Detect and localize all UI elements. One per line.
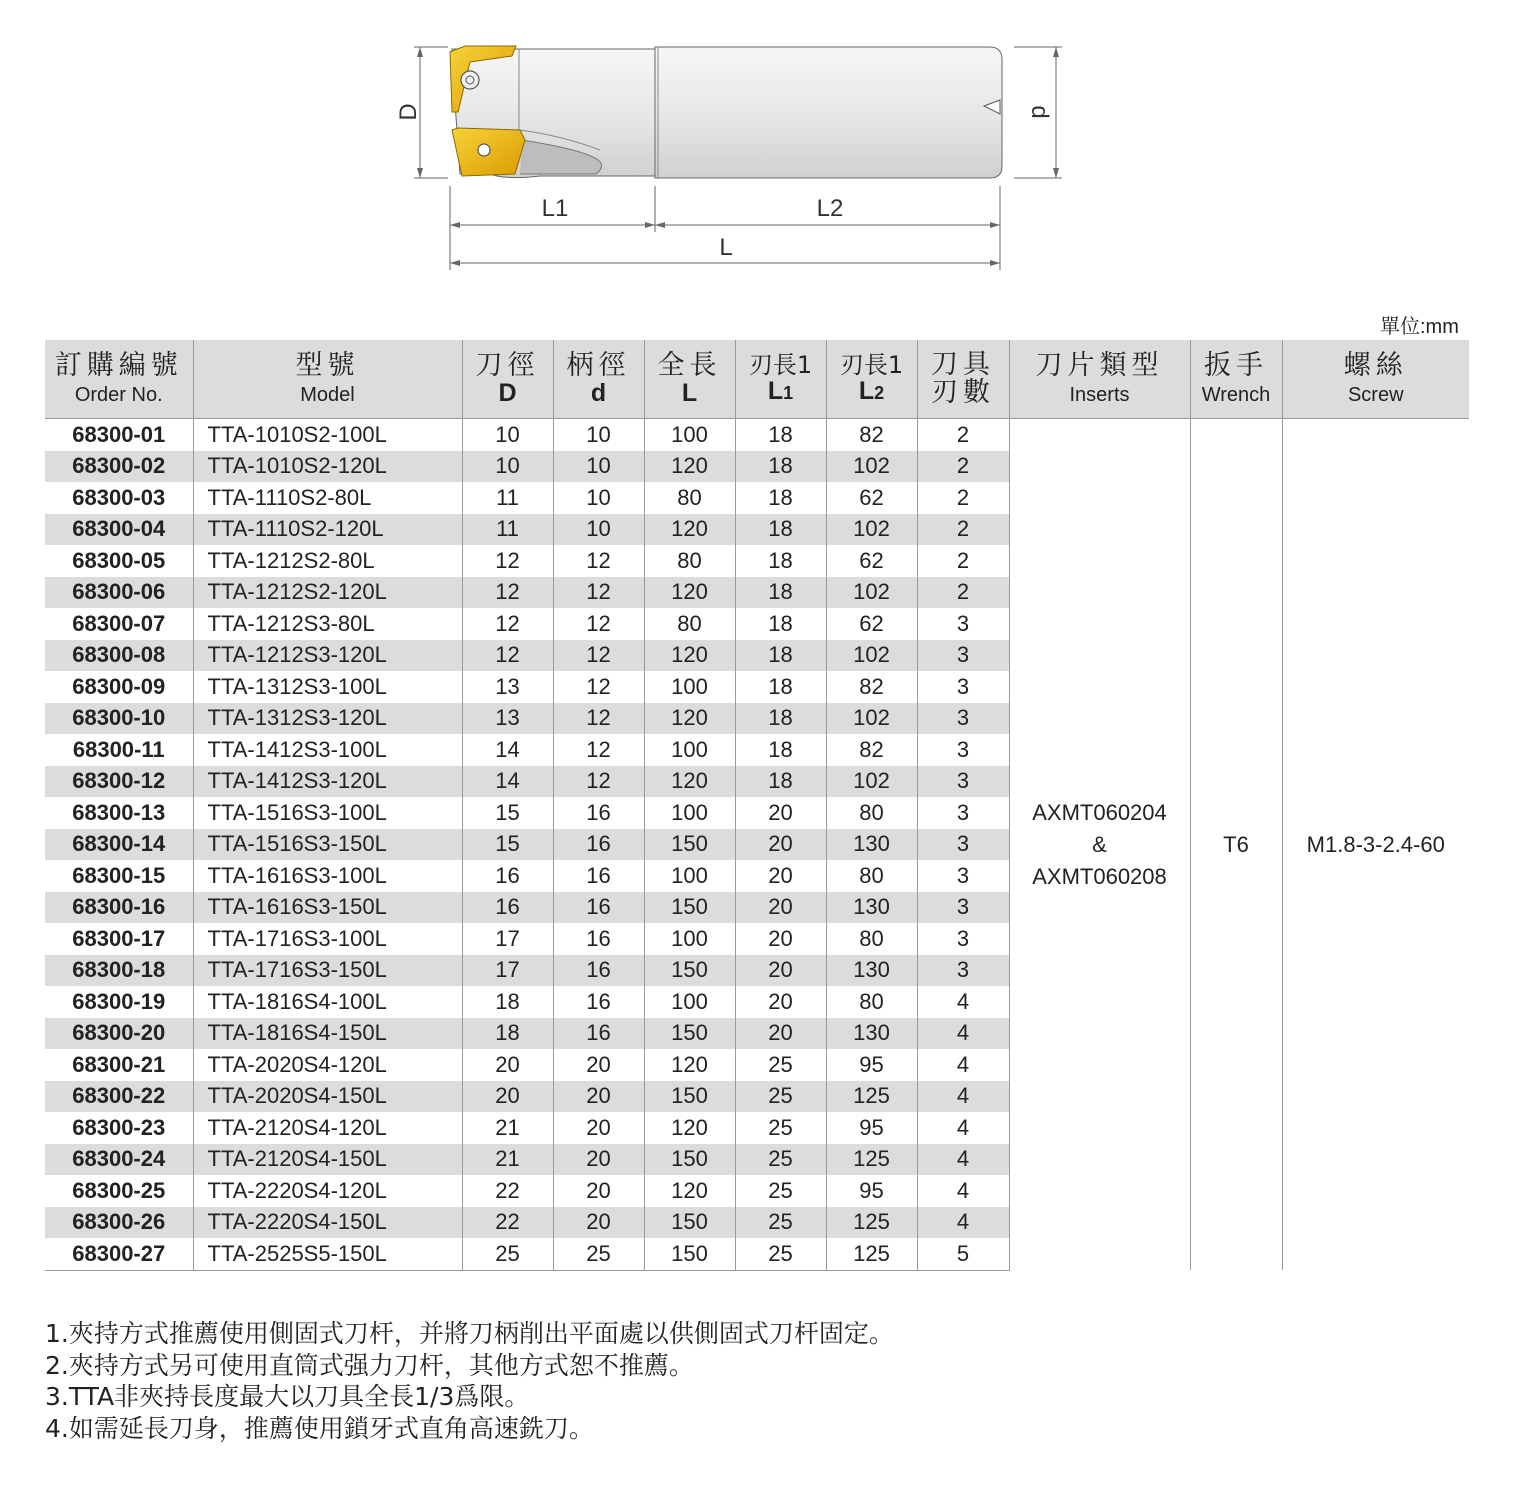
shank <box>655 47 1002 178</box>
cell-length-l2: 102 <box>826 451 917 483</box>
cell-cutting-dia: 12 <box>462 545 553 577</box>
cell-shank-dia: 12 <box>553 608 644 640</box>
cell-length-l2: 130 <box>826 955 917 987</box>
cell-flutes: 2 <box>917 514 1009 546</box>
cell-order-no: 68300-09 <box>72 673 166 699</box>
cell-cutting-dia: 13 <box>462 703 553 735</box>
cell-order-no: 68300-03 <box>72 484 166 510</box>
cell-overall-length: 150 <box>644 1144 735 1176</box>
cell-length-l2: 62 <box>826 545 917 577</box>
cell-cut-length-l1: 20 <box>735 923 826 955</box>
cell-overall-length: 100 <box>644 923 735 955</box>
cell-length-l2: 62 <box>826 482 917 514</box>
cell-flutes: 3 <box>917 829 1009 861</box>
dim-L1-label: L1 <box>541 195 569 222</box>
header-screw: 螺絲 Screw <box>1282 340 1469 419</box>
cell-length-l2: 130 <box>826 892 917 924</box>
cell-inserts <box>1009 419 1190 1271</box>
cell-cutting-dia: 18 <box>462 986 553 1018</box>
cell-length-l2: 62 <box>826 608 917 640</box>
header-L: 全長 L <box>644 340 735 419</box>
cell-cut-length-l1: 25 <box>735 1081 826 1113</box>
cell-overall-length: 100 <box>644 419 735 451</box>
cell-order-no: 68300-24 <box>45 1144 193 1176</box>
cell-model: TTA-1010S2-120L <box>193 451 462 483</box>
cell-flutes: 4 <box>917 1112 1009 1144</box>
cell-order-no: 68300-04 <box>45 514 193 546</box>
cell-shank-dia: 20 <box>553 1081 644 1113</box>
cell-order-no: 68300-10 <box>45 703 193 735</box>
cell-overall-length: 150 <box>644 1018 735 1050</box>
cell-model: TTA-1716S3-150L <box>193 955 462 987</box>
cell-model: TTA-1716S3-100L <box>193 923 462 955</box>
cell-overall-length: 80 <box>644 608 735 640</box>
cell-cutting-dia: 16 <box>462 860 553 892</box>
cell-shank-dia: 16 <box>553 797 644 829</box>
cell-flutes: 4 <box>917 1081 1009 1113</box>
header-wrench: 扳手 Wrench <box>1190 340 1282 419</box>
cell-flutes: 3 <box>917 671 1009 703</box>
cell-model: TTA-2020S4-150L <box>193 1081 462 1113</box>
cell-overall-length: 150 <box>644 1238 735 1270</box>
cell-shank-dia: 16 <box>553 1018 644 1050</box>
cell-shank-dia: 10 <box>553 514 644 546</box>
cell-order-no: 68300-17 <box>72 925 166 951</box>
cell-order-no: 68300-26 <box>45 1207 193 1239</box>
cell-overall-length: 100 <box>644 671 735 703</box>
cell-overall-length: 100 <box>644 986 735 1018</box>
cell-length-l2: 95 <box>826 1049 917 1081</box>
cell-shank-dia: 12 <box>553 766 644 798</box>
cell-cutting-dia: 11 <box>462 482 553 514</box>
cell-shank-dia: 12 <box>553 640 644 672</box>
cell-model: TTA-1110S2-120L <box>193 514 462 546</box>
note-1: 1.夾持方式推薦使用側固式刀杆，并將刀柄削出平面處以供側固式刀杆固定。 <box>45 1319 894 1348</box>
cell-order-no: 68300-01 <box>72 421 166 447</box>
cell-order-no: 68300-21 <box>72 1051 166 1077</box>
header-order-no: 訂購編號 Order No. <box>45 340 193 419</box>
screw-icon-bottom <box>478 144 490 156</box>
cell-shank-dia: 20 <box>553 1049 644 1081</box>
cell-length-l2: 125 <box>826 1081 917 1113</box>
cell-model: TTA-1616S3-100L <box>193 860 462 892</box>
cell-cut-length-l1: 18 <box>735 640 826 672</box>
cell-model: TTA-2220S4-120L <box>193 1175 462 1207</box>
end-mill-drawing <box>0 0 1522 300</box>
cell-model: TTA-1212S2-80L <box>193 545 462 577</box>
cell-cut-length-l1: 18 <box>735 482 826 514</box>
cell-cutting-dia: 10 <box>462 451 553 483</box>
dim-L2-label: L2 <box>816 195 844 222</box>
cell-flutes: 2 <box>917 545 1009 577</box>
cell-overall-length: 150 <box>644 1207 735 1239</box>
cell-cutting-dia: 20 <box>462 1049 553 1081</box>
cell-cut-length-l1: 18 <box>735 766 826 798</box>
cell-cut-length-l1: 18 <box>735 671 826 703</box>
cell-overall-length: 150 <box>644 892 735 924</box>
cell-length-l2: 80 <box>826 797 917 829</box>
cell-flutes: 3 <box>917 955 1009 987</box>
cell-model: TTA-1412S3-120L <box>193 766 462 798</box>
cell-flutes: 3 <box>917 923 1009 955</box>
cell-overall-length: 120 <box>644 1112 735 1144</box>
cell-cut-length-l1: 20 <box>735 892 826 924</box>
cell-shank-dia: 12 <box>553 671 644 703</box>
table-header <box>45 340 1469 419</box>
cell-cutting-dia: 14 <box>462 734 553 766</box>
cell-flutes: 2 <box>917 577 1009 609</box>
cell-cutting-dia: 12 <box>462 608 553 640</box>
header-model: 型號 Model <box>193 340 462 419</box>
cell-model: TTA-1312S3-120L <box>193 703 462 735</box>
cell-cutting-dia: 21 <box>462 1144 553 1176</box>
cell-overall-length: 100 <box>644 860 735 892</box>
cell-cutting-dia: 18 <box>462 1018 553 1050</box>
cell-cut-length-l1: 25 <box>735 1238 826 1270</box>
cell-order-no: 68300-14 <box>45 829 193 861</box>
cell-order-no: 68300-18 <box>45 955 193 987</box>
cell-overall-length: 80 <box>644 545 735 577</box>
cell-order-no: 68300-20 <box>45 1018 193 1050</box>
cell-cut-length-l1: 18 <box>735 419 826 451</box>
cell-order-no: 68300-11 <box>72 736 165 762</box>
cell-shank-dia: 16 <box>553 923 644 955</box>
header-flutes: 刀具 刃數 <box>917 340 1009 419</box>
cell-cutting-dia: 22 <box>462 1207 553 1239</box>
dim-L-label: L <box>719 234 733 261</box>
cell-overall-length: 120 <box>644 577 735 609</box>
insert-line1: AXMT060204 <box>1032 799 1167 825</box>
cell-cutting-dia: 17 <box>462 923 553 955</box>
unit-label: 單位:mm <box>1380 316 1459 338</box>
cell-cutting-dia: 15 <box>462 797 553 829</box>
cell-cutting-dia: 14 <box>462 766 553 798</box>
cell-overall-length: 120 <box>644 640 735 672</box>
cell-shank-dia: 12 <box>553 734 644 766</box>
cell-model: TTA-2120S4-120L <box>193 1112 462 1144</box>
cell-order-no: 68300-12 <box>45 766 193 798</box>
cell-shank-dia: 20 <box>553 1144 644 1176</box>
cell-order-no: 68300-05 <box>72 547 166 573</box>
cell-order-no: 68300-02 <box>45 451 193 483</box>
cell-length-l2: 80 <box>826 986 917 1018</box>
insert-line3: AXMT060208 <box>1032 863 1167 889</box>
cell-flutes: 2 <box>917 419 1009 451</box>
cell-overall-length: 80 <box>644 482 735 514</box>
cell-cut-length-l1: 20 <box>735 797 826 829</box>
cell-shank-dia: 20 <box>553 1175 644 1207</box>
cell-order-no: 68300-13 <box>72 799 166 825</box>
cell-overall-length: 120 <box>644 1175 735 1207</box>
cell-length-l2: 80 <box>826 923 917 955</box>
cell-cutting-dia: 25 <box>462 1238 553 1270</box>
cell-order-no: 68300-25 <box>72 1177 166 1203</box>
cell-model: TTA-1516S3-150L <box>193 829 462 861</box>
cell-cutting-dia: 21 <box>462 1112 553 1144</box>
cell-length-l2: 130 <box>826 1018 917 1050</box>
cell-overall-length: 150 <box>644 1081 735 1113</box>
cell-order-no: 68300-15 <box>72 862 166 888</box>
cell-shank-dia: 16 <box>553 829 644 861</box>
cell-model: TTA-1516S3-100L <box>193 797 462 829</box>
cell-model: TTA-2120S4-150L <box>193 1144 462 1176</box>
cell-length-l2: 130 <box>826 829 917 861</box>
cell-overall-length: 100 <box>644 734 735 766</box>
cell-shank-dia: 10 <box>553 451 644 483</box>
header-d: 柄徑 d <box>553 340 644 419</box>
spec-table <box>45 340 1469 1271</box>
cell-length-l2: 80 <box>826 860 917 892</box>
cell-cut-length-l1: 25 <box>735 1144 826 1176</box>
cell-cut-length-l1: 20 <box>735 860 826 892</box>
note-3: 3.TTA非夾持長度最大以刀具全長1/3爲限。 <box>45 1382 530 1411</box>
cell-model: TTA-1312S3-100L <box>193 671 462 703</box>
cell-model: TTA-2020S4-120L <box>193 1049 462 1081</box>
cell-shank-dia: 10 <box>553 419 644 451</box>
cell-cut-length-l1: 18 <box>735 703 826 735</box>
cell-model: TTA-1816S4-150L <box>193 1018 462 1050</box>
cell-model: TTA-1212S3-80L <box>193 608 462 640</box>
cell-model: TTA-2525S5-150L <box>193 1238 462 1270</box>
cell-length-l2: 102 <box>826 640 917 672</box>
cell-flutes: 3 <box>917 734 1009 766</box>
cell-overall-length: 120 <box>644 1049 735 1081</box>
cell-cutting-dia: 17 <box>462 955 553 987</box>
header-D: 刀徑 D <box>462 340 553 419</box>
cell-model: TTA-1110S2-80L <box>193 482 462 514</box>
cell-order-no: 68300-08 <box>45 640 193 672</box>
cell-shank-dia: 20 <box>553 1112 644 1144</box>
cell-cutting-dia: 15 <box>462 829 553 861</box>
cell-cut-length-l1: 18 <box>735 608 826 640</box>
cell-cut-length-l1: 18 <box>735 514 826 546</box>
cell-cut-length-l1: 18 <box>735 734 826 766</box>
cell-cut-length-l1: 25 <box>735 1175 826 1207</box>
insert-line2: & <box>1092 831 1107 857</box>
cell-cutting-dia: 12 <box>462 640 553 672</box>
cell-cutting-dia: 16 <box>462 892 553 924</box>
cell-cut-length-l1: 25 <box>735 1049 826 1081</box>
cell-flutes: 4 <box>917 1207 1009 1239</box>
cell-shank-dia: 16 <box>553 892 644 924</box>
cell-order-no: 68300-19 <box>72 988 166 1014</box>
screw-icon-top <box>461 71 479 89</box>
cell-shank-dia: 10 <box>553 482 644 514</box>
cell-flutes: 3 <box>917 608 1009 640</box>
cell-cut-length-l1: 20 <box>735 955 826 987</box>
cell-cut-length-l1: 20 <box>735 829 826 861</box>
cell-overall-length: 120 <box>644 703 735 735</box>
cell-cutting-dia: 10 <box>462 419 553 451</box>
cell-cut-length-l1: 20 <box>735 1018 826 1050</box>
cell-flutes: 3 <box>917 860 1009 892</box>
table-row <box>45 419 1469 451</box>
cell-flutes: 3 <box>917 766 1009 798</box>
cell-order-no: 68300-23 <box>72 1114 166 1140</box>
cell-model: TTA-1212S2-120L <box>193 577 462 609</box>
cell-model: TTA-1212S3-120L <box>193 640 462 672</box>
cell-shank-dia: 12 <box>553 545 644 577</box>
cell-length-l2: 125 <box>826 1238 917 1270</box>
cell-length-l2: 82 <box>826 671 917 703</box>
cell-length-l2: 82 <box>826 419 917 451</box>
cell-order-no: 68300-16 <box>45 892 193 924</box>
header-L1: 刃長1 L1 <box>735 340 826 419</box>
cell-cutting-dia: 12 <box>462 577 553 609</box>
cell-length-l2: 102 <box>826 514 917 546</box>
dim-D-label: D <box>395 103 422 121</box>
cell-flutes: 4 <box>917 986 1009 1018</box>
cell-model: TTA-2220S4-150L <box>193 1207 462 1239</box>
cell-cut-length-l1: 25 <box>735 1112 826 1144</box>
cell-shank-dia: 16 <box>553 860 644 892</box>
cell-flutes: 4 <box>917 1144 1009 1176</box>
cell-order-no: 68300-07 <box>72 610 166 636</box>
cell-shank-dia: 25 <box>553 1238 644 1270</box>
cell-flutes: 3 <box>917 797 1009 829</box>
cell-cutting-dia: 11 <box>462 514 553 546</box>
cell-cut-length-l1: 18 <box>735 577 826 609</box>
cell-flutes: 5 <box>917 1238 1009 1270</box>
header-inserts: 刀片類型 Inserts <box>1009 340 1190 419</box>
cell-flutes: 3 <box>917 640 1009 672</box>
cell-length-l2: 95 <box>826 1175 917 1207</box>
cell-shank-dia: 20 <box>553 1207 644 1239</box>
cell-overall-length: 120 <box>644 766 735 798</box>
note-2: 2.夾持方式另可使用直筒式强力刀杆，其他方式恕不推薦。 <box>45 1350 694 1380</box>
cell-cut-length-l1: 18 <box>735 545 826 577</box>
cell-shank-dia: 16 <box>553 986 644 1018</box>
cell-length-l2: 125 <box>826 1144 917 1176</box>
cell-length-l2: 125 <box>826 1207 917 1239</box>
cell-screw: M1.8-3-2.4-60 <box>1282 419 1469 1271</box>
cell-wrench: T6 <box>1190 419 1282 1271</box>
cell-flutes: 4 <box>917 1018 1009 1050</box>
cell-cutting-dia: 13 <box>462 671 553 703</box>
cell-cutting-dia: 22 <box>462 1175 553 1207</box>
cell-flutes: 2 <box>917 451 1009 483</box>
cell-length-l2: 102 <box>826 577 917 609</box>
cell-flutes: 4 <box>917 1175 1009 1207</box>
cell-shank-dia: 16 <box>553 955 644 987</box>
cell-order-no: 68300-27 <box>45 1238 193 1270</box>
dim-d-label: d <box>1026 105 1053 119</box>
notes <box>45 1318 894 1444</box>
cell-overall-length: 100 <box>644 797 735 829</box>
cell-length-l2: 82 <box>826 734 917 766</box>
cell-shank-dia: 12 <box>553 577 644 609</box>
cell-order-no: 68300-06 <box>45 577 193 609</box>
cell-model: TTA-1816S4-100L <box>193 986 462 1018</box>
cell-length-l2: 102 <box>826 703 917 735</box>
cell-model: TTA-1412S3-100L <box>193 734 462 766</box>
header-L2: 刃長1 L2 <box>826 340 917 419</box>
cell-model: TTA-1010S2-100L <box>193 419 462 451</box>
cell-length-l2: 102 <box>826 766 917 798</box>
cell-order-no: 68300-22 <box>45 1081 193 1113</box>
cell-flutes: 4 <box>917 1049 1009 1081</box>
cell-cutting-dia: 20 <box>462 1081 553 1113</box>
cell-cut-length-l1: 25 <box>735 1207 826 1239</box>
note-4: 4.如需延長刀身，推薦使用鎖牙式直角高速銑刀。 <box>45 1413 594 1443</box>
cell-cut-length-l1: 20 <box>735 986 826 1018</box>
cell-cut-length-l1: 18 <box>735 451 826 483</box>
cell-flutes: 3 <box>917 703 1009 735</box>
cell-length-l2: 95 <box>826 1112 917 1144</box>
cell-shank-dia: 12 <box>553 703 644 735</box>
cell-model: TTA-1616S3-150L <box>193 892 462 924</box>
cell-flutes: 3 <box>917 892 1009 924</box>
cell-flutes: 2 <box>917 482 1009 514</box>
cell-overall-length: 120 <box>644 451 735 483</box>
cell-overall-length: 150 <box>644 829 735 861</box>
cell-overall-length: 120 <box>644 514 735 546</box>
cell-overall-length: 150 <box>644 955 735 987</box>
